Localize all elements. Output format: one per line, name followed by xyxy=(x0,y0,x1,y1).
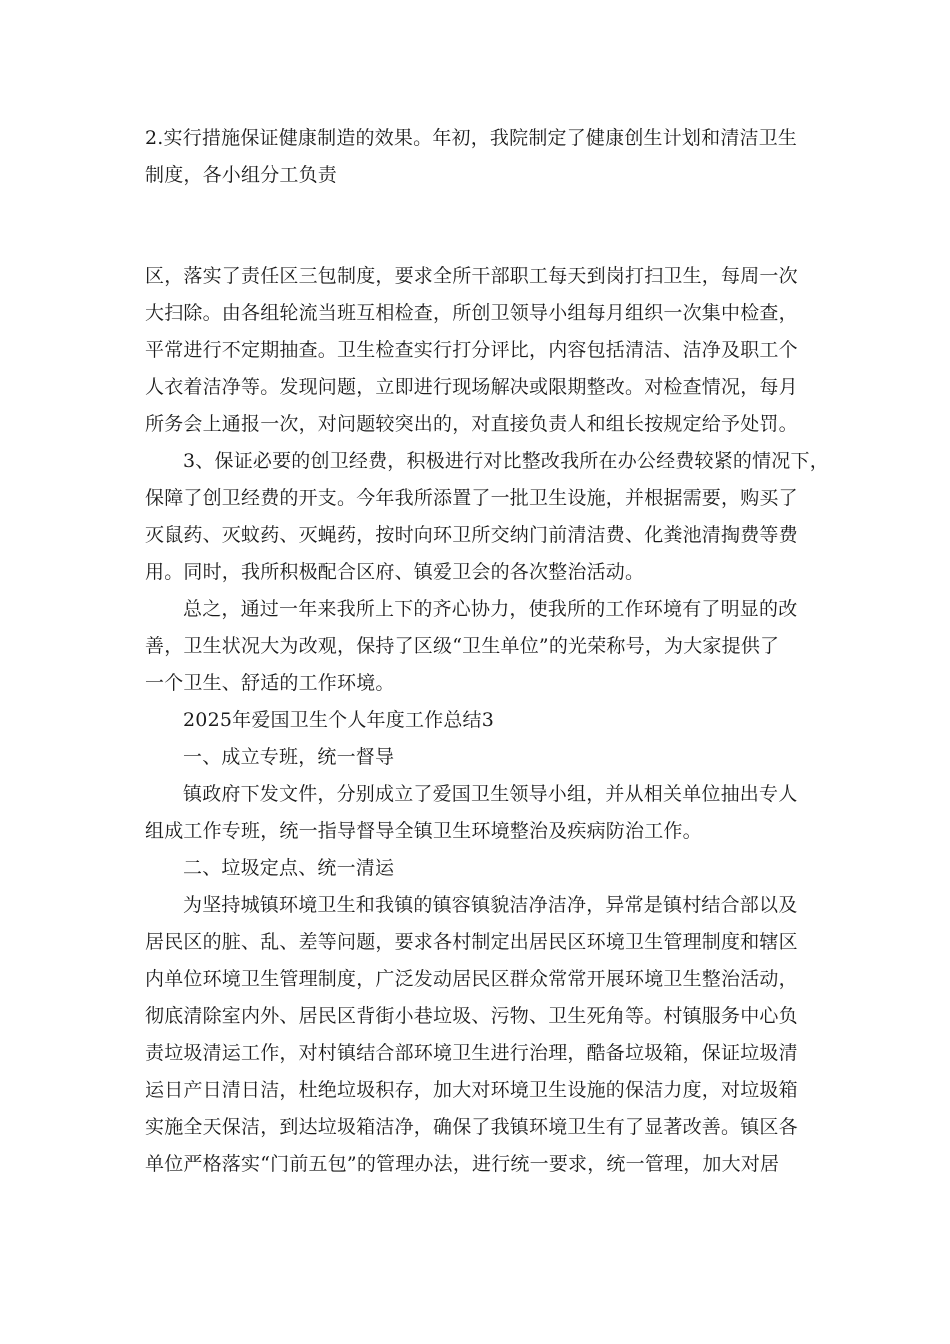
text-line: 内单位环境卫生管理制度，广泛发动居民区群众常常开展环境卫生整治活动， xyxy=(145,968,798,990)
text-line: 单位严格落实“门前五包”的管理办法，进行统一要求，统一管理，加大对居 xyxy=(145,1153,780,1175)
text-line: 实施全天保洁，到达垃圾箱洁净，确保了我镇环境卫生有了显著改善。镇区各 xyxy=(145,1116,798,1138)
text-line: 平常进行不定期抽查。卫生检查实行打分评比，内容包括清洁、洁净及职工个 xyxy=(145,339,798,361)
text-line: 人衣着洁净等。发现问题，立即进行现场解决或限期整改。对检查情况，每月 xyxy=(145,376,798,398)
text-line: 区，落实了责任区三包制度，要求全所干部职工每天到岗打扫卫生，每周一次 xyxy=(145,265,798,287)
text-line: 用。同时，我所积极配合区府、镇爱卫会的各次整治活动。 xyxy=(145,561,645,583)
text-line: 彻底清除室内外、居民区背街小巷垃圾、污物、卫生死角等。村镇服务中心负 xyxy=(145,1005,798,1027)
text-line: 居民区的脏、乱、差等问题，要求各村制定出居民区环境卫生管理制度和辖区 xyxy=(145,931,798,953)
main-body xyxy=(145,258,829,1183)
text-line: 2025年爱国卫生个人年度工作总结3 xyxy=(183,709,495,731)
text-line: 二、垃圾定点、统一清运 xyxy=(183,857,395,879)
text-line: 责垃圾清运工作，对村镇结合部环境卫生进行治理，酷备垃圾箱，保证垃圾清 xyxy=(145,1042,798,1064)
text-line: 镇政府下发文件，分别成立了爱国卫生领导小组，并从相关单位抽出专人 xyxy=(183,783,798,805)
text-line: 善，卫生状况大为改观，保持了区级“卫生单位”的光荣称号，为大家提供了 xyxy=(145,635,780,657)
text-line: 组成工作专班，统一指导督导全镇卫生环境整治及疾病防治工作。 xyxy=(145,820,702,842)
text-line: 所务会上通报一次，对问题较突出的，对直接负责人和组长按规定给予处罚。 xyxy=(145,413,798,435)
text-line: 一个卫生、舒适的工作环境。 xyxy=(145,672,395,694)
text-line: 运日产日清日洁，杜绝垃圾积存，加大对环境卫生设施的保洁力度，对垃圾箱 xyxy=(145,1079,798,1101)
text-line: 3、保证必要的创卫经费，积极进行对比整改我所在办公经费较紧的情况下， xyxy=(183,450,829,472)
text-line: 保障了创卫经费的开支。今年我所添置了一批卫生设施，并根据需要，购买了 xyxy=(145,487,798,509)
text-line: 大扫除。由各组轮流当班互相检查，所创卫领导小组每月组织一次集中检查， xyxy=(145,302,798,324)
text-line: 制度，各小组分工负责 xyxy=(145,164,338,186)
text-line: 总之，通过一年来我所上下的齐心协力，使我所的工作环境有了明显的改 xyxy=(183,598,798,620)
text-line: 2.实行措施保证健康制造的效果。年初，我院制定了健康创生计划和清洁卫生 xyxy=(145,127,798,149)
text-line: 为坚持城镇环境卫生和我镇的镇容镇貌洁净洁净，异常是镇村结合部以及 xyxy=(183,894,798,916)
text-line: 一、成立专班，统一督导 xyxy=(183,746,395,768)
text-line: 灭鼠药、灭蚊药、灭蝇药，按时向环卫所交纳门前清洁费、化粪池清掏费等费 xyxy=(145,524,798,546)
top-paragraph xyxy=(145,120,815,194)
